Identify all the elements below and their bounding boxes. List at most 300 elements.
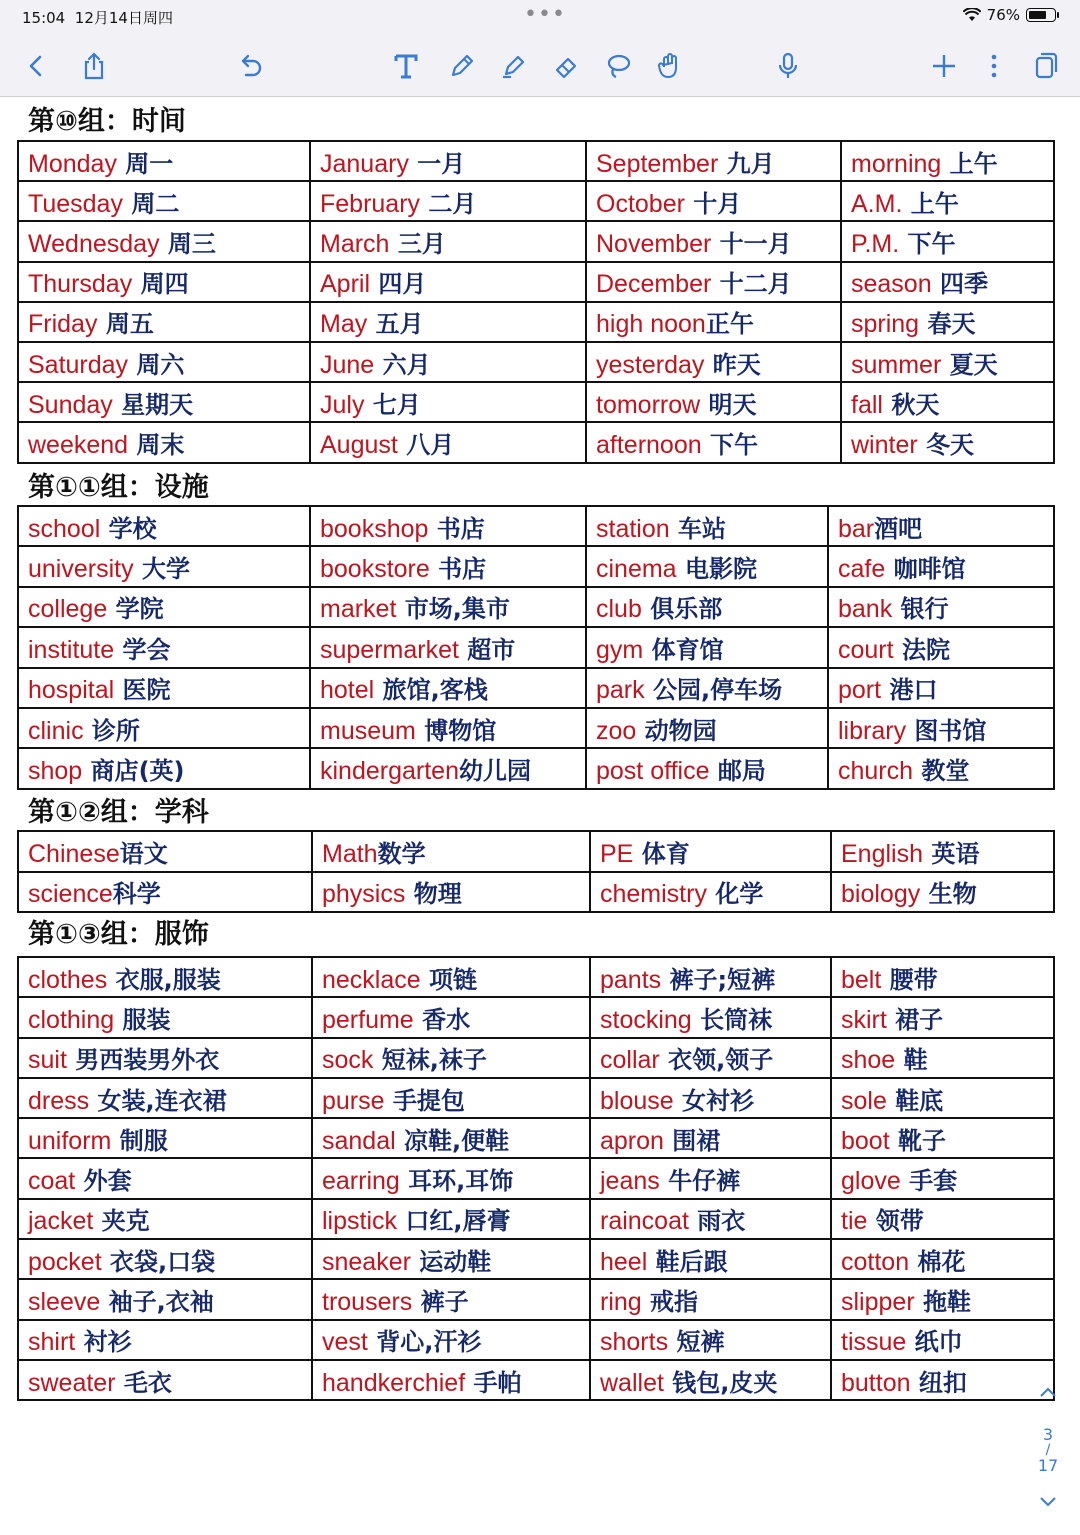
chinese-meaning: 四季 (931, 270, 988, 299)
chinese-meaning: 周一 (116, 149, 174, 178)
vocab-cell (312, 1158, 590, 1198)
vocab-cell (586, 708, 828, 748)
vocab-cell (310, 708, 586, 748)
chinese-meaning: 明天 (700, 390, 757, 419)
vocab-cell (312, 1320, 590, 1360)
vocab-cell (590, 831, 831, 872)
vocab-cell (828, 546, 1054, 586)
battery-icon (1026, 8, 1056, 22)
chinese-meaning: 凉鞋,便鞋 (395, 1126, 510, 1155)
english-word: hotel (320, 676, 375, 705)
chinese-meaning: 旅馆,客栈 (374, 676, 488, 705)
chinese-meaning: 一月 (408, 149, 466, 178)
english-word: school (28, 514, 101, 543)
status-time: 15:04 12月14日周四 (22, 9, 173, 27)
table-row (18, 1118, 1054, 1158)
chinese-meaning: 冬天 (917, 430, 975, 459)
chinese-meaning: 银行 (892, 595, 949, 624)
vocab-cell (312, 831, 590, 872)
english-word: trousers (322, 1288, 413, 1317)
english-word: shorts (600, 1328, 669, 1357)
chinese-meaning: 十二月 (711, 270, 792, 299)
vocab-cell (18, 546, 310, 586)
english-word: blouse (600, 1086, 674, 1115)
section-title: 第①③组：服饰 (28, 919, 209, 950)
vocab-cell (828, 627, 1054, 667)
text-tool-icon[interactable] (388, 48, 424, 84)
english-word: boot (841, 1126, 890, 1155)
english-word: English (841, 839, 923, 868)
chinese-meaning: 书店 (429, 555, 487, 584)
english-word: kindergarten (320, 757, 459, 786)
vocab-cell (312, 872, 590, 913)
vocab-cell (312, 1038, 590, 1078)
english-word: raincoat (600, 1207, 689, 1236)
chinese-meaning: 服装 (114, 1005, 171, 1034)
chinese-meaning: 纸巾 (906, 1328, 963, 1357)
english-word: cinema (596, 555, 677, 584)
chinese-meaning: 周二 (122, 189, 180, 218)
chinese-meaning: 市场,集市 (396, 595, 510, 624)
chinese-meaning: 英语 (923, 839, 980, 868)
vocab-cell (831, 1078, 1054, 1118)
vocab-cell (590, 1279, 831, 1319)
chinese-meaning: 科学 (112, 880, 161, 909)
english-word: November (596, 229, 712, 258)
english-word: lipstick (322, 1207, 398, 1236)
english-word: Math (322, 839, 378, 868)
vocab-cell (831, 997, 1054, 1037)
english-word: bookstore (320, 555, 430, 584)
chinese-meaning: 十月 (684, 189, 742, 218)
chinese-meaning: 项链 (420, 965, 478, 994)
chinese-meaning: 背心,汗衫 (367, 1328, 482, 1357)
vocab-cell (841, 262, 1054, 302)
english-word: earring (322, 1167, 400, 1196)
english-word: Saturday (28, 350, 129, 379)
vocab-cell (18, 1038, 312, 1078)
chinese-meaning: 毛衣 (115, 1368, 172, 1397)
section-title: 第⑩组：时间 (28, 106, 186, 137)
english-word: wallet (600, 1368, 664, 1397)
vocab-cell (312, 1078, 590, 1118)
vocab-cell (590, 1038, 831, 1078)
vocab-cell (831, 831, 1054, 872)
english-word: September (596, 149, 719, 178)
table-row (18, 141, 1054, 181)
chinese-meaning: 学会 (114, 635, 171, 664)
english-word: Wednesday (28, 229, 160, 258)
english-word: chemistry (600, 880, 707, 909)
vocab-cell (828, 708, 1054, 748)
chinese-meaning: 靴子 (889, 1126, 947, 1155)
vocab-cell (590, 1320, 831, 1360)
english-word: sweater (28, 1368, 116, 1397)
english-word: church (838, 757, 914, 786)
english-word: sneaker (322, 1247, 411, 1276)
vocab-cell (590, 1118, 831, 1158)
lasso-icon[interactable] (600, 48, 636, 84)
chevron-down-icon[interactable] (1038, 1495, 1058, 1509)
chinese-meaning: 雨衣 (688, 1207, 746, 1236)
vocab-cell (590, 1360, 831, 1400)
chinese-meaning: 车站 (669, 514, 727, 543)
chinese-meaning: 衣领,领子 (659, 1046, 774, 1075)
table-row (18, 382, 1054, 422)
english-word: weekend (28, 430, 129, 459)
chinese-meaning: 女衬衫 (673, 1086, 755, 1115)
page-separator: / (1045, 1442, 1051, 1458)
chinese-meaning: 上午 (941, 149, 998, 178)
chinese-meaning: 大学 (133, 555, 190, 584)
vocab-cell (586, 422, 841, 462)
eraser-icon[interactable] (548, 48, 584, 84)
vocab-cell (310, 627, 586, 667)
status-bar (0, 0, 1080, 34)
table-row (18, 957, 1054, 997)
vocab-table (17, 956, 1055, 1401)
vocab-cell (312, 957, 590, 997)
chinese-meaning: 九月 (718, 149, 775, 178)
chinese-meaning: 邮局 (709, 757, 766, 786)
english-word: December (596, 270, 712, 299)
undo-icon[interactable] (232, 48, 268, 84)
vocab-cell (586, 748, 828, 788)
chinese-meaning: 昨天 (704, 350, 761, 379)
table-row (18, 627, 1054, 667)
chinese-meaning: 男西装男外衣 (66, 1046, 220, 1075)
english-word: PE (600, 839, 634, 868)
chinese-meaning: 夏天 (941, 350, 998, 379)
vocab-cell (18, 1279, 312, 1319)
english-word: P.M. (851, 229, 900, 258)
note-page[interactable] (0, 97, 1080, 1475)
chinese-meaning: 五月 (367, 310, 424, 339)
chinese-meaning: 正午 (705, 310, 754, 339)
english-word: March (320, 229, 390, 258)
vocab-cell (310, 262, 586, 302)
vocab-cell (310, 748, 586, 788)
vocab-cell (310, 546, 586, 586)
chinese-meaning: 短裤 (668, 1328, 725, 1357)
english-word: market (320, 595, 397, 624)
chinese-meaning: 上午 (902, 189, 959, 218)
vocab-cell (841, 302, 1054, 342)
english-word: science (28, 880, 113, 909)
table-row (18, 997, 1054, 1037)
wifi-icon (963, 8, 981, 22)
chinese-meaning: 八月 (397, 430, 455, 459)
vocab-cell (831, 1038, 1054, 1078)
english-word: button (841, 1368, 911, 1397)
english-word: Chinese (28, 839, 120, 868)
vocab-cell (312, 1360, 590, 1400)
add-icon[interactable] (926, 48, 962, 84)
vocab-cell (590, 1199, 831, 1239)
microphone-icon[interactable] (770, 48, 806, 84)
english-word: Friday (28, 310, 98, 339)
vocab-cell (18, 382, 310, 422)
chinese-meaning: 裙子 (886, 1005, 944, 1034)
english-word: February (320, 189, 421, 218)
english-word: May (320, 310, 368, 339)
vocab-table (17, 830, 1055, 913)
english-word: institute (28, 635, 115, 664)
multitasking-dots-icon[interactable]: ••• (524, 2, 566, 27)
chevron-up-icon[interactable] (1038, 1385, 1058, 1399)
chinese-meaning: 学院 (107, 595, 164, 624)
english-word: stocking (600, 1005, 692, 1034)
table-row (18, 587, 1054, 627)
english-word: clothes (28, 965, 108, 994)
english-word: bar (838, 514, 875, 543)
chinese-meaning: 鞋 (895, 1046, 928, 1075)
vocab-cell (310, 506, 586, 546)
chinese-meaning: 周五 (97, 310, 154, 339)
chinese-meaning: 鞋后跟 (647, 1247, 728, 1276)
vocab-cell (312, 1118, 590, 1158)
vocab-cell (841, 221, 1054, 261)
vocab-cell (310, 302, 586, 342)
vocab-cell (18, 1320, 312, 1360)
vocab-cell (841, 342, 1054, 382)
vocab-cell (18, 997, 312, 1037)
english-word: dress (28, 1086, 90, 1115)
pen-icon[interactable] (444, 48, 480, 84)
vocab-cell (586, 221, 841, 261)
vocab-cell (586, 587, 828, 627)
vocab-cell (18, 627, 310, 667)
english-word: morning (851, 149, 942, 178)
vocab-cell (828, 506, 1054, 546)
chinese-meaning: 博物馆 (415, 716, 497, 745)
battery-percent: 76% (986, 6, 1020, 24)
chinese-meaning: 裤子;短裤 (661, 965, 776, 994)
table-row (18, 181, 1054, 221)
vocab-cell (18, 1239, 312, 1279)
english-word: April (320, 270, 371, 299)
vocab-cell (831, 1320, 1054, 1360)
chinese-meaning: 棉花 (909, 1247, 966, 1276)
vocab-cell (18, 748, 310, 788)
english-word: belt (841, 965, 882, 994)
vocab-cell (841, 141, 1054, 181)
chinese-meaning: 运动鞋 (410, 1247, 492, 1276)
chinese-meaning: 春天 (919, 310, 976, 339)
vocab-cell (590, 1239, 831, 1279)
english-word: pocket (28, 1247, 102, 1276)
chinese-meaning: 二月 (420, 189, 477, 218)
chinese-meaning: 手帕 (465, 1368, 522, 1397)
vocab-table (17, 140, 1055, 464)
chinese-meaning: 衣服,服装 (107, 965, 221, 994)
english-word: slipper (841, 1288, 915, 1317)
chinese-meaning: 医院 (114, 676, 171, 705)
chinese-meaning: 六月 (374, 350, 431, 379)
chinese-meaning: 夹克 (93, 1207, 150, 1236)
english-word: handkerchief (322, 1368, 466, 1397)
chinese-meaning: 港口 (881, 676, 938, 705)
vocab-cell (831, 1360, 1054, 1400)
vocab-cell (18, 957, 312, 997)
english-word: perfume (322, 1005, 414, 1034)
current-page-number: 3 (1042, 1425, 1054, 1444)
english-word: shoe (841, 1046, 896, 1075)
chinese-meaning: 纽扣 (910, 1368, 967, 1397)
vocab-cell (310, 422, 586, 462)
table-row (18, 221, 1054, 261)
english-word: Monday (28, 149, 117, 178)
english-word: heel (600, 1247, 648, 1276)
english-word: Sunday (28, 390, 113, 419)
vocab-cell (841, 422, 1054, 462)
vocab-cell (312, 1239, 590, 1279)
table-row (18, 546, 1054, 586)
notes-toolbar (0, 34, 1080, 97)
english-word: biology (841, 880, 921, 909)
table-row (18, 708, 1054, 748)
vocab-cell (18, 872, 312, 913)
chinese-meaning: 咖啡馆 (885, 555, 966, 584)
vocab-cell (831, 1158, 1054, 1198)
status-right (963, 6, 1056, 24)
chinese-meaning: 长筒袜 (691, 1005, 773, 1034)
english-word: sole (841, 1086, 887, 1115)
chinese-meaning: 生物 (920, 880, 977, 909)
chinese-meaning: 四月 (370, 270, 427, 299)
chinese-meaning: 教堂 (913, 757, 970, 786)
english-word: sandal (322, 1126, 396, 1155)
highlighter-icon[interactable] (496, 48, 532, 84)
section-title: 第①①组：设施 (28, 472, 209, 503)
chinese-meaning: 图书馆 (906, 716, 987, 745)
total-page-number: 17 (1037, 1456, 1059, 1475)
vocab-cell (18, 302, 310, 342)
english-word: museum (320, 716, 416, 745)
table-row (18, 872, 1054, 913)
english-word: shirt (28, 1328, 76, 1357)
english-word: skirt (841, 1005, 887, 1034)
chinese-meaning: 物理 (405, 880, 462, 909)
chinese-meaning: 制服 (111, 1126, 168, 1155)
vocab-cell (586, 342, 841, 382)
chinese-meaning: 酒吧 (874, 514, 923, 543)
vocab-cell (18, 262, 310, 302)
table-row (18, 1360, 1054, 1400)
vocab-cell (841, 181, 1054, 221)
english-word: college (28, 595, 108, 624)
english-word: clinic (28, 716, 84, 745)
english-word: tissue (841, 1328, 907, 1357)
english-word: zoo (596, 716, 637, 745)
chinese-meaning: 钱包,皮夹 (663, 1368, 778, 1397)
more-icon[interactable] (976, 48, 1012, 84)
share-icon[interactable] (76, 48, 112, 84)
chinese-meaning: 体育 (633, 839, 690, 868)
english-word: library (838, 716, 907, 745)
chinese-meaning: 电影院 (676, 555, 757, 584)
english-word: A.M. (851, 189, 903, 218)
chinese-meaning: 动物园 (636, 716, 717, 745)
english-word: coat (28, 1167, 76, 1196)
chinese-meaning: 星期天 (112, 390, 194, 419)
chinese-meaning: 周末 (128, 430, 185, 459)
english-word: glove (841, 1167, 901, 1196)
chinese-meaning: 外套 (75, 1167, 132, 1196)
vocab-cell (18, 221, 310, 261)
english-word: cafe (838, 555, 886, 584)
english-word: physics (322, 880, 406, 909)
chinese-meaning: 秋天 (882, 390, 940, 419)
chinese-meaning: 十一月 (711, 229, 792, 258)
vocab-cell (586, 141, 841, 181)
vocab-cell (590, 997, 831, 1037)
vocab-cell (831, 1118, 1054, 1158)
english-word: January (320, 149, 409, 178)
english-word: uniform (28, 1126, 112, 1155)
english-word: summer (851, 350, 942, 379)
vocab-cell (586, 546, 828, 586)
chinese-meaning: 衣袋,口袋 (101, 1247, 216, 1276)
vocab-cell (828, 587, 1054, 627)
chinese-meaning: 拖鞋 (914, 1288, 972, 1317)
vocab-cell (310, 141, 586, 181)
chinese-meaning: 下午 (701, 430, 758, 459)
chinese-meaning: 女装,连衣裙 (89, 1086, 227, 1115)
english-word: apron (600, 1126, 664, 1155)
english-word: necklace (322, 965, 421, 994)
vocab-cell (18, 342, 310, 382)
back-icon[interactable] (18, 48, 54, 84)
chinese-meaning: 商店(英) (82, 757, 185, 786)
chinese-meaning: 耳环,耳饰 (399, 1167, 514, 1196)
table-row (18, 1158, 1054, 1198)
chinese-meaning: 法院 (893, 635, 950, 664)
vocab-cell (831, 872, 1054, 913)
english-word: spring (851, 310, 920, 339)
english-word: shop (28, 757, 83, 786)
vocab-cell (18, 181, 310, 221)
vocab-cell (18, 1118, 312, 1158)
table-row (18, 668, 1054, 708)
vocab-cell (590, 1078, 831, 1118)
english-word: cotton (841, 1247, 910, 1276)
vocab-cell (18, 422, 310, 462)
chinese-meaning: 香水 (413, 1005, 471, 1034)
pages-icon[interactable] (1026, 48, 1062, 84)
vocab-cell (310, 587, 586, 627)
vocab-cell (586, 627, 828, 667)
vocab-cell (18, 506, 310, 546)
chinese-meaning: 戒指 (641, 1288, 699, 1317)
page-navigator[interactable] (1034, 1385, 1062, 1535)
english-word: ring (600, 1288, 642, 1317)
chinese-meaning: 袖子,衣袖 (100, 1288, 214, 1317)
english-word: court (838, 635, 894, 664)
vocab-cell (310, 382, 586, 422)
english-word: park (596, 676, 645, 705)
english-word: high noon (596, 310, 706, 339)
table-row (18, 831, 1054, 872)
chinese-meaning: 裤子 (412, 1288, 469, 1317)
english-word: pants (600, 965, 662, 994)
table-row (18, 1038, 1054, 1078)
vocab-cell (18, 1158, 312, 1198)
english-word: collar (600, 1046, 660, 1075)
chinese-meaning: 下午 (899, 229, 956, 258)
hand-icon[interactable] (652, 48, 688, 84)
vocab-cell (586, 181, 841, 221)
